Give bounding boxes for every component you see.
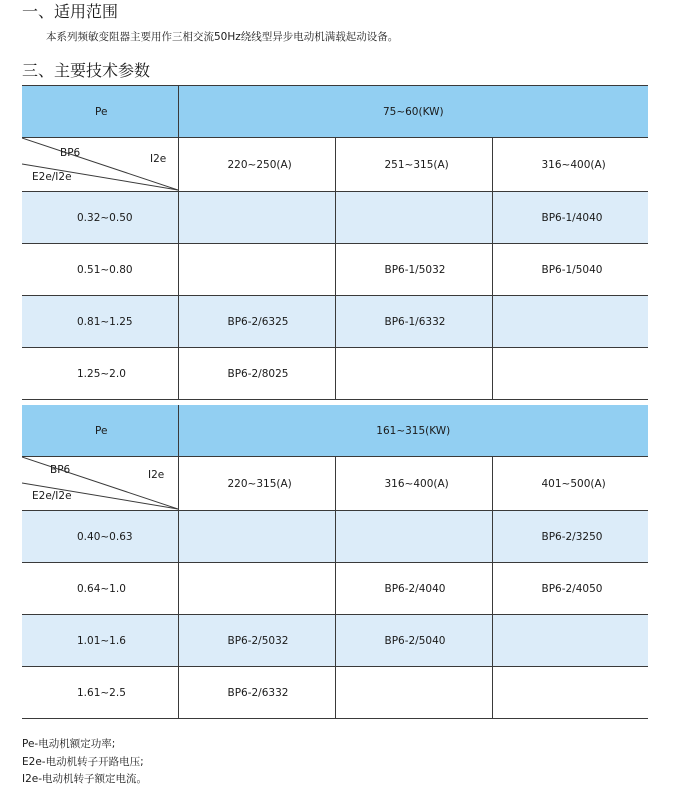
diag-top-left: BP6: [60, 147, 81, 159]
table-row: [22, 511, 648, 563]
pe-label: Pe: [22, 405, 178, 457]
notes: [22, 736, 147, 789]
model-cell: [492, 667, 648, 719]
model-cell: [178, 192, 335, 244]
section-3-heading: 三、主要技术参数: [22, 61, 151, 80]
section-1-heading: 一、适用范围: [22, 2, 119, 21]
model-cell: BP6-2/3250: [492, 511, 648, 563]
current-header-row: [22, 457, 648, 511]
current-col-3: 401~500(A): [492, 457, 648, 511]
model-cell: BP6-2/4040: [335, 563, 492, 615]
model-cell: [178, 563, 335, 615]
table-row: [22, 192, 648, 244]
model-cell: BP6-2/4050: [492, 563, 648, 615]
model-cell: BP6-2/6332: [178, 667, 335, 719]
model-cell: BP6-2/6325: [178, 296, 335, 348]
model-cell: BP6-1/4040: [492, 192, 648, 244]
diag-top-right: I2e: [150, 153, 167, 165]
spec-table-2: [22, 405, 648, 719]
diag-bottom-left: E2e/I2e: [32, 490, 72, 502]
current-col-1: 220~250(A): [178, 138, 335, 192]
model-cell: BP6-2/5040: [335, 615, 492, 667]
model-cell: BP6-1/5032: [335, 244, 492, 296]
table-header-row: [22, 405, 648, 457]
diag-top-left: BP6: [50, 464, 71, 476]
model-cell: [335, 511, 492, 563]
table-row: [22, 244, 648, 296]
table-row: [22, 615, 648, 667]
section-1-text: 本系列频敏变阻器主要用作三相交流50Hz绕线型异步电动机满载起动设备。: [46, 31, 399, 43]
current-header-row: [22, 138, 648, 192]
model-cell: BP6-2/5032: [178, 615, 335, 667]
diagonal-lines: [22, 457, 178, 510]
model-cell: [335, 192, 492, 244]
ratio-cell: 1.01~1.6: [22, 615, 178, 667]
current-col-2: 251~315(A): [335, 138, 492, 192]
table-row: [22, 296, 648, 348]
model-cell: [335, 667, 492, 719]
current-col-3: 316~400(A): [492, 138, 648, 192]
current-col-1: 220~315(A): [178, 457, 335, 511]
ratio-cell: 0.64~1.0: [22, 563, 178, 615]
model-cell: BP6-1/5040: [492, 244, 648, 296]
table-row: [22, 667, 648, 719]
table-row: [22, 563, 648, 615]
table-row: [22, 348, 648, 400]
ratio-cell: 0.32~0.50: [22, 192, 178, 244]
model-cell: [492, 296, 648, 348]
model-cell: [335, 348, 492, 400]
model-cell: [178, 244, 335, 296]
model-cell: BP6-1/6332: [335, 296, 492, 348]
power-range: 75~60(KW): [178, 86, 648, 138]
model-cell: [492, 615, 648, 667]
diagonal-header-cell: [22, 457, 178, 511]
diag-bottom-left: E2e/I2e: [32, 171, 72, 183]
model-cell: BP6-2/8025: [178, 348, 335, 400]
ratio-cell: 1.61~2.5: [22, 667, 178, 719]
ratio-cell: 1.25~2.0: [22, 348, 178, 400]
diagonal-header-cell: [22, 138, 178, 192]
model-cell: [492, 348, 648, 400]
note-pe: Pe-电动机额定功率;: [22, 738, 116, 750]
spec-table-1: [22, 85, 648, 400]
current-col-2: 316~400(A): [335, 457, 492, 511]
pe-label: Pe: [22, 86, 178, 138]
note-i2e: I2e-电动机转子额定电流。: [22, 773, 148, 785]
ratio-cell: 0.81~1.25: [22, 296, 178, 348]
ratio-cell: 0.40~0.63: [22, 511, 178, 563]
diag-top-right: I2e: [148, 469, 165, 481]
note-e2e: E2e-电动机转子开路电压;: [22, 755, 144, 768]
table-header-row: [22, 86, 648, 138]
model-cell: [178, 511, 335, 563]
power-range: 161~315(KW): [178, 405, 648, 457]
ratio-cell: 0.51~0.80: [22, 244, 178, 296]
